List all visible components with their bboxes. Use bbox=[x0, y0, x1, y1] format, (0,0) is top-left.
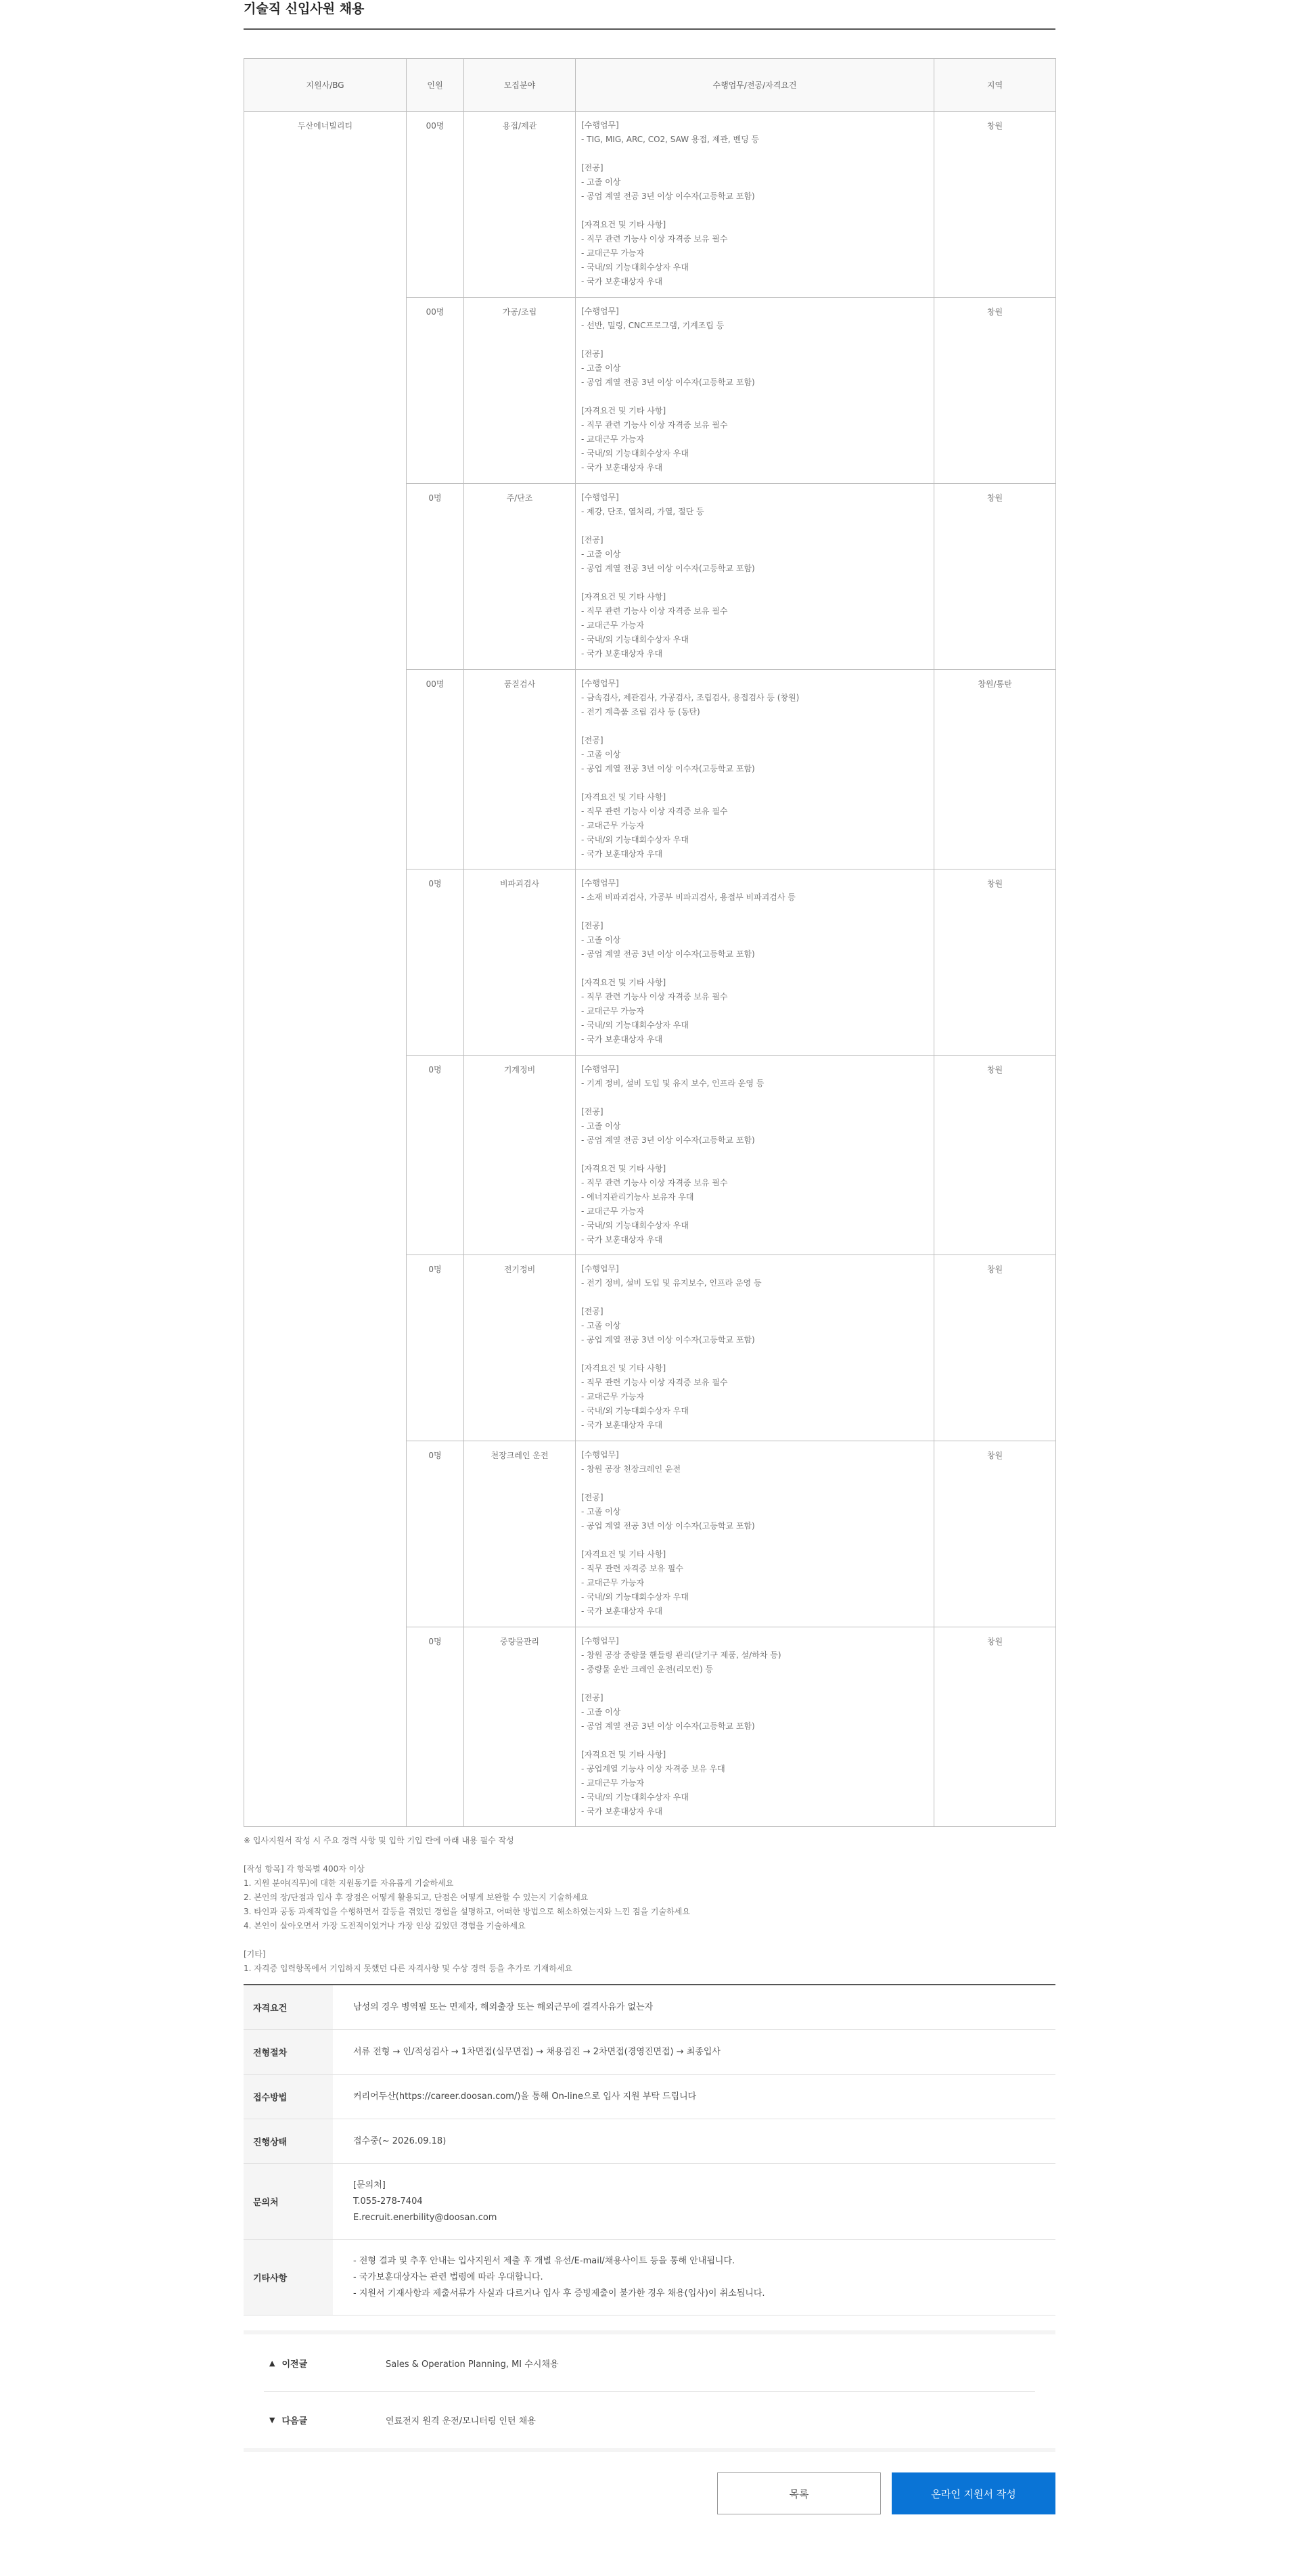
line-gap bbox=[581, 719, 928, 733]
description-cell bbox=[576, 1255, 934, 1441]
table-row bbox=[244, 112, 1056, 298]
prev-post-label bbox=[264, 2357, 386, 2370]
line-gap bbox=[581, 776, 928, 790]
description-line: [자격요건 및 기타 사항] bbox=[581, 406, 666, 415]
region-cell: 창원 bbox=[934, 1627, 1056, 1827]
count-cell: 0명 bbox=[407, 1056, 464, 1255]
description-line: - 직무 관련 기능사 이상 자격증 보유 필수 bbox=[581, 807, 728, 816]
line-gap bbox=[581, 905, 928, 919]
description-line: - 공업계열 기능사 이상 자격증 보유 우대 bbox=[581, 1764, 725, 1773]
description-line: - 공업 계열 전공 3년 이상 이수자(고등학교 포함) bbox=[581, 191, 755, 201]
page-title: 기술직 신입사원 채용 bbox=[244, 0, 1055, 30]
description-line: - 전기 정비, 설비 도입 및 유지보수, 인프라 운영 등 bbox=[581, 1278, 762, 1288]
count-cell: 00명 bbox=[407, 112, 464, 298]
description-line: - 기계 정비, 설비 도입 및 유지 보수, 인프라 운영 등 bbox=[581, 1079, 765, 1088]
description-line: [전공] bbox=[581, 1693, 603, 1702]
info-value-line: 커리어두산(https://career.doosan.com/)을 통해 On-line으로 입사 지원 부탁 드립니다 bbox=[353, 2091, 697, 2102]
description-cell bbox=[576, 1056, 934, 1255]
description-cell bbox=[576, 1627, 934, 1827]
description-line: [전공] bbox=[581, 349, 603, 359]
info-label: 접수방법 bbox=[244, 2075, 333, 2119]
note-line: 1. 지원 분야(직무)에 대한 지원동기를 자유롭게 기술하세요 bbox=[244, 1878, 454, 1888]
count-cell: 0명 bbox=[407, 1441, 464, 1627]
description-line: - TIG, MIG, ARC, CO2, SAW 용접, 제관, 벤딩 등 bbox=[581, 135, 760, 144]
field-cell: 용접/제관 bbox=[464, 112, 576, 298]
line-gap bbox=[244, 1848, 1055, 1862]
description-line: - 고졸 이상 bbox=[581, 1321, 621, 1330]
description-line: [수행업무] bbox=[581, 1636, 619, 1646]
info-value-line: - 전형 결과 및 추후 안내는 입사지원서 제출 후 개별 유선/E-mail/채용사이트 등을 통해 안내됩니다. bbox=[353, 2255, 735, 2266]
description-line: - 국가 보훈대상자 우대 bbox=[581, 1606, 663, 1616]
description-line: - 중량물 운반 크레인 운전(리모컨) 등 bbox=[581, 1665, 714, 1674]
description-line: - 직무 관련 기능사 이상 자격증 보유 필수 bbox=[581, 1378, 728, 1387]
field-cell: 품질검사 bbox=[464, 670, 576, 869]
description-line: - 고졸 이상 bbox=[581, 1707, 621, 1717]
description-line: - 국가 보훈대상자 우대 bbox=[581, 463, 663, 472]
info-row bbox=[244, 1985, 1055, 2030]
description-line: - 직무 관련 기능사 이상 자격증 보유 필수 bbox=[581, 992, 728, 1001]
post-navigation bbox=[244, 2330, 1055, 2452]
info-value-line: [문의처] bbox=[353, 2179, 386, 2190]
info-value-line: E.recruit.enerbility@doosan.com bbox=[353, 2212, 497, 2223]
note-line: 2. 본인의 장/단점과 입사 후 장점은 어떻게 활용되고, 단점은 어떻게 보완할 수 있는지 기술하세요 bbox=[244, 1893, 589, 1902]
description-line: - 국내/외 기능대회수상자 우대 bbox=[581, 1221, 689, 1230]
count-cell: 0명 bbox=[407, 1255, 464, 1441]
description-line: - 공업 계열 전공 3년 이상 이수자(고등학교 포함) bbox=[581, 378, 755, 387]
description-line: - 공업 계열 전공 3년 이상 이수자(고등학교 포함) bbox=[581, 1521, 755, 1531]
field-cell: 비파괴검사 bbox=[464, 869, 576, 1056]
info-value bbox=[333, 2119, 446, 2163]
description-line: - 국가 보훈대상자 우대 bbox=[581, 1807, 663, 1816]
description-line: - 고졸 이상 bbox=[581, 177, 621, 187]
description-line: [자격요건 및 기타 사항] bbox=[581, 1363, 666, 1373]
info-value-line: - 지원서 기재사항과 제출서류가 사실과 다르거나 입사 후 증빙제출이 불가한 경우 채용(입사)이 취소됩니다. bbox=[353, 2288, 765, 2299]
description-line: [수행업무] bbox=[581, 493, 619, 502]
info-value bbox=[333, 2075, 696, 2119]
line-gap bbox=[581, 1533, 928, 1547]
info-value bbox=[333, 2164, 497, 2239]
description-line: [수행업무] bbox=[581, 878, 619, 888]
description-line: - 국가 보훈대상자 우대 bbox=[581, 1235, 663, 1244]
description-line: - 고졸 이상 bbox=[581, 549, 621, 559]
description-cell bbox=[576, 670, 934, 869]
description-line: - 에너지관리기능사 보유자 우대 bbox=[581, 1192, 694, 1202]
description-line: [수행업무] bbox=[581, 120, 619, 130]
info-value-line: T.055-278-7404 bbox=[353, 2196, 423, 2207]
note-line: 4. 본인이 살아오면서 가장 도전적이었거나 가장 인상 깊었던 경험을 기술하세요 bbox=[244, 1921, 526, 1930]
description-line: - 국내/외 기능대회수상자 우대 bbox=[581, 1020, 689, 1030]
description-line: [자격요건 및 기타 사항] bbox=[581, 1164, 666, 1173]
job-table-body bbox=[244, 112, 1056, 1827]
description-line: - 교대근무 가능자 bbox=[581, 1778, 645, 1788]
info-row bbox=[244, 2164, 1055, 2240]
description-line: - 국가 보훈대상자 우대 bbox=[581, 1420, 663, 1430]
description-line: - 국내/외 기능대회수상자 우대 bbox=[581, 449, 689, 458]
region-cell: 창원/통탄 bbox=[934, 670, 1056, 869]
field-cell: 기계정비 bbox=[464, 1056, 576, 1255]
description-line: - 소재 비파괴검사, 가공부 비파괴검사, 용접부 비파괴검사 등 bbox=[581, 892, 796, 902]
region-cell: 창원 bbox=[934, 484, 1056, 670]
description-cell bbox=[576, 869, 934, 1056]
description-line: - 창원 공장 중량물 핸들링 관리(달기구 제품, 설/하차 등) bbox=[581, 1650, 781, 1660]
info-value bbox=[333, 1985, 653, 2029]
region-cell: 창원 bbox=[934, 112, 1056, 298]
info-value bbox=[333, 2240, 765, 2315]
region-cell: 창원 bbox=[934, 1255, 1056, 1441]
description-line: - 교대근무 가능자 bbox=[581, 821, 645, 830]
description-line: - 국내/외 기능대회수상자 우대 bbox=[581, 1406, 689, 1416]
description-line: - 공업 계열 전공 3년 이상 이수자(고등학교 포함) bbox=[581, 1721, 755, 1731]
header-description: 수행업무/전공/자격요건 bbox=[576, 59, 934, 112]
description-cell bbox=[576, 298, 934, 484]
field-cell: 전기정비 bbox=[464, 1255, 576, 1441]
description-line: - 국가 보훈대상자 우대 bbox=[581, 649, 663, 658]
next-label-text: 다음글 bbox=[281, 2416, 308, 2426]
count-cell: 0명 bbox=[407, 1627, 464, 1827]
header-count: 인원 bbox=[407, 59, 464, 112]
table-header-row bbox=[244, 59, 1056, 112]
prev-label-text: 이전글 bbox=[281, 2359, 308, 2370]
line-gap bbox=[581, 1091, 928, 1105]
description-line: - 직무 관련 기능사 이상 자격증 보유 필수 bbox=[581, 234, 728, 244]
description-line: [전공] bbox=[581, 921, 603, 930]
description-line: - 교대근무 가능자 bbox=[581, 1006, 645, 1016]
description-line: - 고졸 이상 bbox=[581, 750, 621, 759]
line-gap bbox=[581, 1148, 928, 1162]
description-line: - 국가 보훈대상자 우대 bbox=[581, 1035, 663, 1044]
description-line: - 국내/외 기능대회수상자 우대 bbox=[581, 635, 689, 644]
info-row bbox=[244, 2075, 1055, 2119]
info-row bbox=[244, 2119, 1055, 2164]
description-line: - 교대근무 가능자 bbox=[581, 434, 645, 444]
field-cell: 중량물관리 bbox=[464, 1627, 576, 1827]
note-line: 1. 자격증 입력항목에서 기입하지 못했던 다른 자격사항 및 수상 경력 등을 추가로 기재하세요 bbox=[244, 1964, 573, 1973]
prev-post-row[interactable] bbox=[264, 2334, 1035, 2391]
description-line: [전공] bbox=[581, 535, 603, 545]
info-label: 전형절차 bbox=[244, 2030, 333, 2074]
info-label: 문의처 bbox=[244, 2164, 333, 2239]
company-cell: 두산에너빌리티 bbox=[244, 112, 407, 1827]
info-label: 기타사항 bbox=[244, 2240, 333, 2315]
line-gap bbox=[581, 1677, 928, 1691]
line-gap bbox=[581, 962, 928, 976]
description-line: - 교대근무 가능자 bbox=[581, 1206, 645, 1216]
line-gap bbox=[581, 333, 928, 347]
description-line: - 공업 계열 전공 3년 이상 이수자(고등학교 포함) bbox=[581, 564, 755, 573]
description-line: - 공업 계열 전공 3년 이상 이수자(고등학교 포함) bbox=[581, 764, 755, 773]
description-line: [수행업무] bbox=[581, 1064, 619, 1074]
description-line: - 교대근무 가능자 bbox=[581, 1578, 645, 1587]
description-line: - 창원 공장 천장크레인 운전 bbox=[581, 1464, 681, 1474]
description-line: - 교대근무 가능자 bbox=[581, 1392, 645, 1401]
region-cell: 창원 bbox=[934, 869, 1056, 1056]
description-line: - 국내/외 기능대회수상자 우대 bbox=[581, 263, 689, 272]
description-line: - 직무 관련 기능사 이상 자격증 보유 필수 bbox=[581, 420, 728, 430]
description-line: - 전기 계측품 조립 검사 등 (동탄) bbox=[581, 707, 700, 717]
count-cell: 00명 bbox=[407, 670, 464, 869]
line-gap bbox=[581, 1347, 928, 1361]
description-line: - 국가 보훈대상자 우대 bbox=[581, 277, 663, 286]
info-row bbox=[244, 2030, 1055, 2075]
line-gap bbox=[581, 576, 928, 590]
apply-online-button[interactable]: 온라인 지원서 작성 bbox=[892, 2472, 1055, 2514]
description-line: - 고졸 이상 bbox=[581, 1507, 621, 1516]
header-company: 지원사/BG bbox=[244, 59, 407, 112]
info-value bbox=[333, 2030, 721, 2074]
description-line: - 직무 관련 기능사 이상 자격증 보유 필수 bbox=[581, 606, 728, 616]
description-line: [수행업무] bbox=[581, 679, 619, 688]
description-line: - 금속검사, 제관검사, 가공검사, 조립검사, 용접검사 등 (창원) bbox=[581, 693, 800, 702]
description-line: [수행업무] bbox=[581, 1264, 619, 1273]
line-gap bbox=[581, 204, 928, 218]
info-value-line: - 국가보훈대상자는 관련 법령에 따라 우대합니다. bbox=[353, 2272, 543, 2282]
description-line: - 국내/외 기능대회수상자 우대 bbox=[581, 1792, 689, 1802]
count-cell: 0명 bbox=[407, 869, 464, 1056]
description-line: - 공업 계열 전공 3년 이상 이수자(고등학교 포함) bbox=[581, 1135, 755, 1145]
line-gap bbox=[581, 1290, 928, 1305]
description-line: - 고졸 이상 bbox=[581, 1121, 621, 1131]
line-gap bbox=[581, 1734, 928, 1748]
field-cell: 천장크레인 운전 bbox=[464, 1441, 576, 1627]
list-button[interactable]: 목록 bbox=[717, 2472, 881, 2514]
field-cell: 주/단조 bbox=[464, 484, 576, 670]
line-gap bbox=[581, 147, 928, 161]
description-line: [수행업무] bbox=[581, 1450, 619, 1460]
region-cell: 창원 bbox=[934, 1056, 1056, 1255]
description-line: [자격요건 및 기타 사항] bbox=[581, 1750, 666, 1759]
description-line: - 고졸 이상 bbox=[581, 363, 621, 373]
description-line: [자격요건 및 기타 사항] bbox=[581, 220, 666, 229]
description-line: - 교대근무 가능자 bbox=[581, 620, 645, 630]
description-line: [전공] bbox=[581, 736, 603, 745]
info-value-line: 서류 전형 → 인/적성검사 → 1차면접(실무면접) → 채용검진 → 2차면접(경영진면접) → 최종입사 bbox=[353, 2046, 721, 2057]
description-line: [전공] bbox=[581, 1107, 603, 1116]
description-line: [전공] bbox=[581, 163, 603, 173]
description-line: - 제강, 단조, 열처리, 가열, 절단 등 bbox=[581, 507, 704, 516]
info-table bbox=[244, 1984, 1055, 2315]
header-region: 지역 bbox=[934, 59, 1056, 112]
description-cell bbox=[576, 112, 934, 298]
next-post-link[interactable]: 연료전지 원격 운전/모니터링 인턴 채용 bbox=[386, 2416, 536, 2426]
page-container bbox=[244, 0, 1055, 2514]
info-label: 진행상태 bbox=[244, 2119, 333, 2163]
info-value-line: 남성의 경우 병역필 또는 면제자, 해외출장 또는 해외근무에 결격사유가 없는자 bbox=[353, 2002, 654, 2012]
description-line: - 직무 관련 기능사 이상 자격증 보유 필수 bbox=[581, 1178, 728, 1188]
info-row bbox=[244, 2240, 1055, 2315]
description-line: - 공업 계열 전공 3년 이상 이수자(고등학교 포함) bbox=[581, 949, 755, 959]
region-cell: 창원 bbox=[934, 1441, 1056, 1627]
next-post-row[interactable] bbox=[264, 2391, 1035, 2448]
count-cell: 00명 bbox=[407, 298, 464, 484]
region-cell: 창원 bbox=[934, 298, 1056, 484]
caret-up-icon: ▲ bbox=[269, 2358, 275, 2368]
description-cell bbox=[576, 484, 934, 670]
description-line: - 고졸 이상 bbox=[581, 935, 621, 945]
note-line: [기타] bbox=[244, 1949, 266, 1959]
description-line: - 선반, 밀링, CNC프로그램, 기계조립 등 bbox=[581, 321, 725, 330]
application-notes bbox=[244, 1827, 1055, 1984]
note-line: [작성 항목] 각 항목별 400자 이상 bbox=[244, 1864, 365, 1874]
description-line: [전공] bbox=[581, 1307, 603, 1316]
description-line: - 공업 계열 전공 3년 이상 이수자(고등학교 포함) bbox=[581, 1335, 755, 1345]
line-gap bbox=[581, 519, 928, 533]
next-post-label bbox=[264, 2414, 386, 2426]
description-line: - 국가 보훈대상자 우대 bbox=[581, 849, 663, 859]
line-gap bbox=[244, 1933, 1055, 1947]
job-table bbox=[244, 58, 1056, 1827]
field-cell: 가공/조립 bbox=[464, 298, 576, 484]
description-line: [수행업무] bbox=[581, 307, 619, 316]
description-line: [자격요건 및 기타 사항] bbox=[581, 792, 666, 802]
button-group bbox=[244, 2472, 1055, 2514]
count-cell: 0명 bbox=[407, 484, 464, 670]
description-line: [자격요건 및 기타 사항] bbox=[581, 978, 666, 987]
line-gap bbox=[581, 1476, 928, 1491]
description-cell bbox=[576, 1441, 934, 1627]
description-line: - 국내/외 기능대회수상자 우대 bbox=[581, 835, 689, 844]
caret-down-icon: ▼ bbox=[269, 2416, 275, 2424]
description-line: [자격요건 및 기타 사항] bbox=[581, 1550, 666, 1559]
note-line: ※ 입사지원서 작성 시 주요 경력 사항 및 입학 기입 란에 아래 내용 필수 작성 bbox=[244, 1836, 514, 1845]
description-line: - 국내/외 기능대회수상자 우대 bbox=[581, 1592, 689, 1602]
prev-post-link[interactable]: Sales & Operation Planning, MI 수시채용 bbox=[386, 2359, 559, 2370]
info-label: 자격요건 bbox=[244, 1985, 333, 2029]
info-value-line: 접수중(~ 2026.09.18) bbox=[353, 2136, 447, 2146]
description-line: - 교대근무 가능자 bbox=[581, 248, 645, 258]
description-line: [전공] bbox=[581, 1493, 603, 1502]
description-line: - 직무 관련 자격증 보유 필수 bbox=[581, 1564, 683, 1573]
description-line: [자격요건 및 기타 사항] bbox=[581, 592, 666, 602]
note-line: 3. 타인과 공동 과제작업을 수행하면서 갈등을 겪었던 경험을 설명하고, 어떠한 방법으로 해소하였는지와 느낀 점을 기술하세요 bbox=[244, 1907, 690, 1916]
header-field: 모집분야 bbox=[464, 59, 576, 112]
line-gap bbox=[581, 390, 928, 404]
